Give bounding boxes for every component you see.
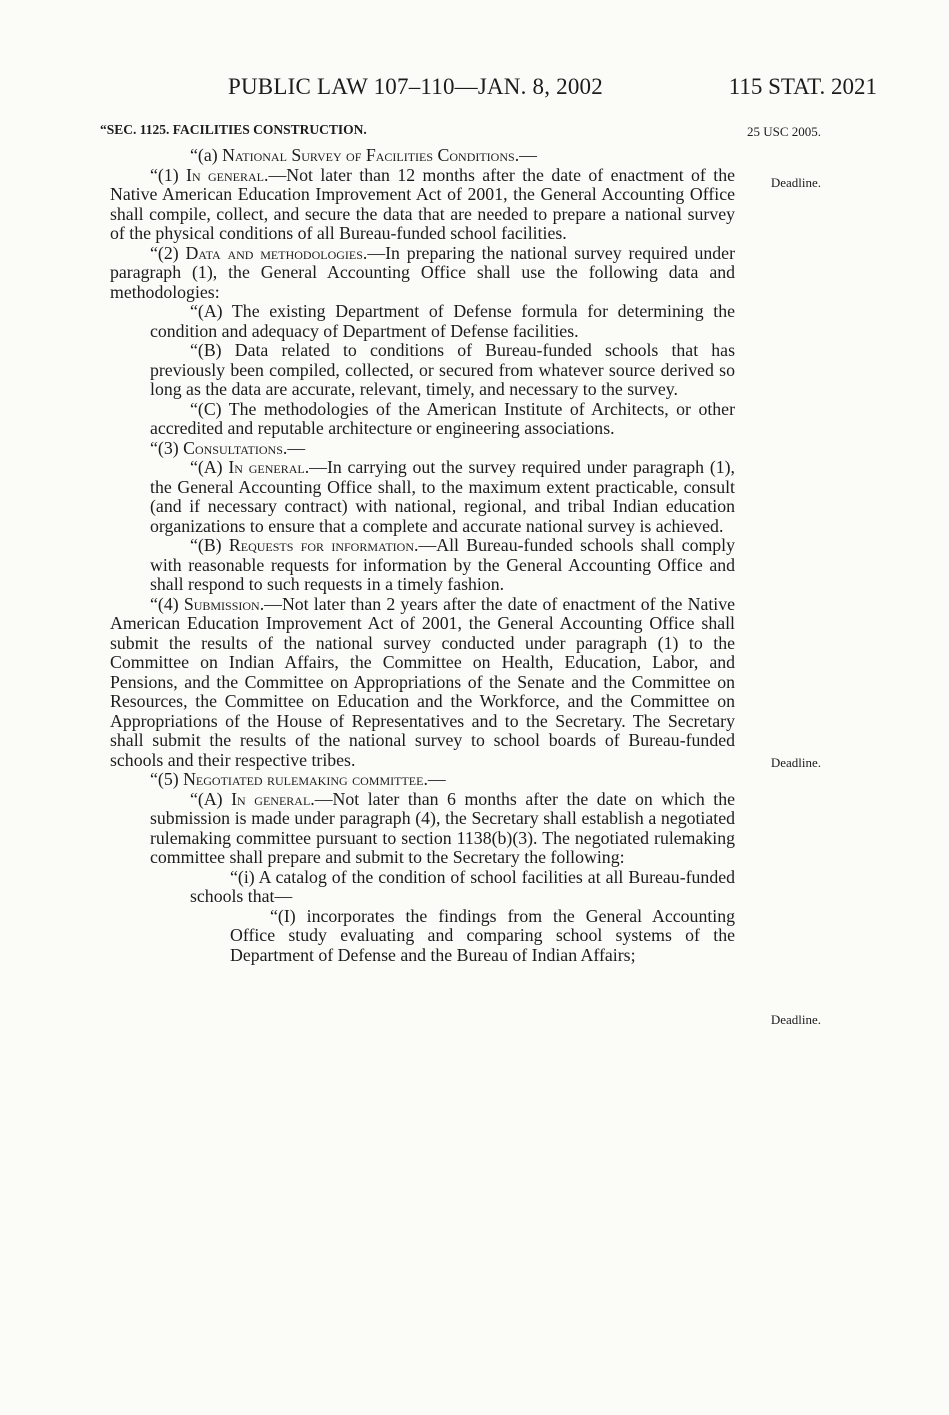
margin-note-deadline: Deadline. (770, 175, 821, 190)
paragraph-2-C: “(C) The methodologies of the American Institute of Architects, or other accredited and reputable architecture or engineering associations. (150, 398, 735, 438)
subclause-5-A-i-I: “(I) incorporates the findings from the General Accounting Office study evaluating and comparing school systems of the Department of Defense and the Bureau of Indian Affairs; (230, 905, 735, 965)
paragraph-3-heading: “(3) Consultations.— (150, 437, 306, 458)
running-header-law: PUBLIC LAW 107–110—JAN. 8, 2002 (228, 74, 603, 99)
paragraph-4: “(4) Submission.—Not later than 2 years after the date of enactment of the Native American Education Improvement Act of 2001, the General Accounting Office shall submit the results of the national survey conducted under paragraph (1) to the Committee on Indian Affairs, the Committee on Health, Education, Labor, and Pensions, and the Committee on Appropriations of the Senate and the Committee on Resources, the Committee on Education and the Workforce, and the Committee on Appropriations of the House of Representatives and to the Secretary. The Secretary shall submit the results of the national survey to school boards of Bureau-funded schools and their respective tribes. (110, 593, 736, 770)
paragraph-3-A: “(A) In general.—In carrying out the survey required under paragraph (1), the General Accounting Office shall, to the maximum extent practicable, consult (and if necessary contract) with national, regional, and tribal Indian education organizations to ensure that a complete and accurate national survey is achieved. (150, 457, 735, 536)
margin-note-deadline: Deadline. (770, 1012, 821, 1027)
paragraph-2-B: “(B) Data related to conditions of Bureau-funded schools that has previously been compiled, collected, or secured from whatever source derived so long as the data are accurate, relevant, timely, and necessary to the survey. (150, 340, 735, 399)
paragraph-2: “(2) Data and methodologies.—In preparing the national survey required under paragraph (1), the General Accounting Office shall use the following data and methodologies: (110, 242, 735, 302)
section-title: “SEC. 1125. FACILITIES CONSTRUCTION. (100, 122, 367, 137)
clause-5-A-i: “(i) A catalog of the condition of school facilities at all Bureau-funded schools that— (190, 866, 735, 906)
running-header-stat: 115 STAT. 2021 (728, 74, 877, 99)
paragraph-5-A: “(A) In general.—Not later than 6 months after the date on which the submission is made under paragraph (4), the Secretary shall establish a negotiated rulemaking committee pursuant to section 1138(b)(3). The negotiated rulemaking committee shall prepare and submit to the Secretary the following: (150, 788, 736, 867)
subsection-a-heading: “(a) National Survey of Facilities Conditions.— (190, 145, 537, 165)
usc-citation: 25 USC 2005. (746, 124, 821, 139)
paragraph-5-heading: “(5) Negotiated rulemaking committee.— (150, 769, 446, 789)
margin-note-deadline: Deadline. (770, 755, 821, 770)
statute-body (110, 145, 736, 965)
paragraph-2-A: “(A) The existing Department of Defense formula for determining the condition and adequacy of Department of Defense facilities. (150, 301, 735, 341)
paragraph-1: “(1) In general.—Not later than 12 months after the date of enactment of the Native American Education Improvement Act of 2001, the General Accounting Office shall compile, collect, and secure the data that are needed to prepare a national survey of the physical conditions of all Bureau-funded school facilities. (110, 164, 735, 243)
paragraph-3-B: “(B) Requests for information.—All Bureau-funded schools shall comply with reasonable requests for information by the General Accounting Office and shall respond to such requests in a timely fashion. (150, 535, 736, 594)
